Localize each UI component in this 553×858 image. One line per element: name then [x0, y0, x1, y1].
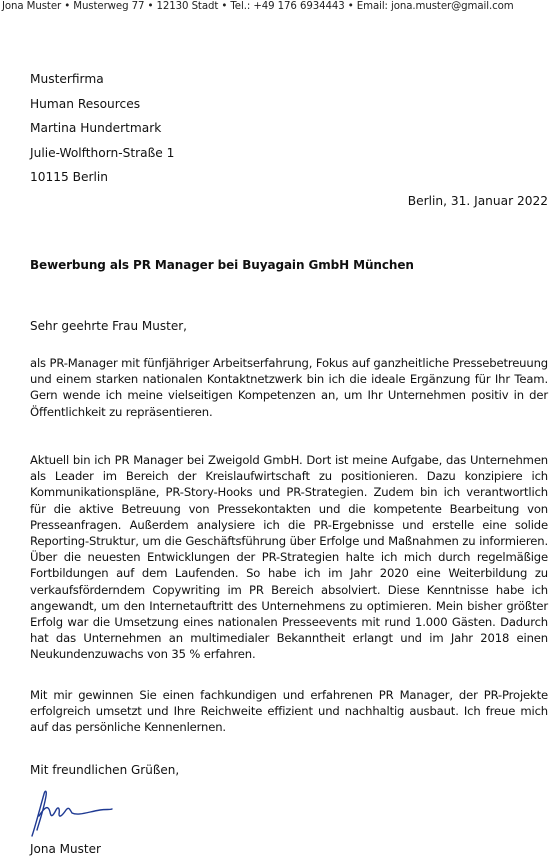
recipient-street: Julie-Wolfthorn-Straße 1	[30, 145, 175, 160]
signer-name: Jona Muster	[30, 842, 101, 856]
body-paragraph-intro: als PR-Manager mit fünfjähriger Arbeitserfahrung, Fokus auf ganzheitliche Pressebetreuung und einem starken nationalen Kontaktnetzwerk bin ich die ideale Ergänzung für Ihr Team. Gern wende ich meine vielseitigen Kompetenzen an, um Ihr Unternehmen positiv in der Öffentlichkeit zu repräsentieren.	[30, 356, 548, 419]
recipient-department: Human Resources	[30, 96, 141, 111]
recipient-company: Musterfirma	[30, 72, 104, 86]
body-paragraph-closing: Mit mir gewinnen Sie einen fachkundigen und erfahrenen PR Manager, der PR-Projekte erfolgreich umsetzt und Ihre Reichweite effizient und nachhaltig ausbaut. Ich freue mich auf das persönliche Kennenlernen.	[30, 688, 548, 735]
recipient-city: 10115 Berlin	[30, 170, 109, 184]
recipient-address	[30, 70, 174, 193]
sender-contact-line: Jona Muster • Musterweg 77 • 12130 Stadt • Tel.: +49 176 6934443 • Email: jona.muster@gmail.com	[2, 1, 514, 12]
salutation: Sehr geehrte Frau Muster,	[30, 319, 187, 333]
handwritten-signature	[28, 786, 118, 841]
body-paragraph-experience: Aktuell bin ich PR Manager bei Zweigold GmbH. Dort ist meine Aufgabe, das Unternehmen als Leader im Bereich der Kreislaufwirtschaft zu positionieren. Dazu konzipiere ich Kommunikationspläne, PR-Story-Hooks und PR-Strategien. Zudem bin ich verantwortlich für die aktive Betreuung von Pressekontakten und die kompetente Bearbeitung von Presseanfragen. Außerdem analysiere ich die PR-Ergebnisse und erstelle eine solide Reporting-Struktur, um die Geschäftsführung über Erfolge und Maßnahmen zu informieren. Über die neuesten Entwicklungen der PR-Strategien halte ich mich durch regelmäßige Fortbildungen auf dem Laufenden. So habe ich im Jahr 2020 eine Weiterbildung zu verkaufsförderndem Copywriting im PR Bereich absolviert. Diese Kenntnisse habe ich angewandt, um den Internetauftritt des Unternehmens zu optimieren. Mein bisher größter Erfolg war die Umsetzung eines nationalen Presseevents mit rund 1.000 Gästen. Dadurch hat das Unternehmen an multimedialer Bekanntheit erlangt und im Jahr 2018 einen Neukundenzuwachs von 35 % erfahren.	[30, 453, 548, 662]
recipient-contact-person: Martina Hundertmark	[30, 121, 162, 135]
closing-phrase: Mit freundlichen Grüßen,	[30, 763, 180, 777]
letter-subject: Bewerbung als PR Manager bei Buyagain GmbH München	[30, 258, 414, 272]
letter-date: Berlin, 31. Januar 2022	[407, 194, 548, 208]
